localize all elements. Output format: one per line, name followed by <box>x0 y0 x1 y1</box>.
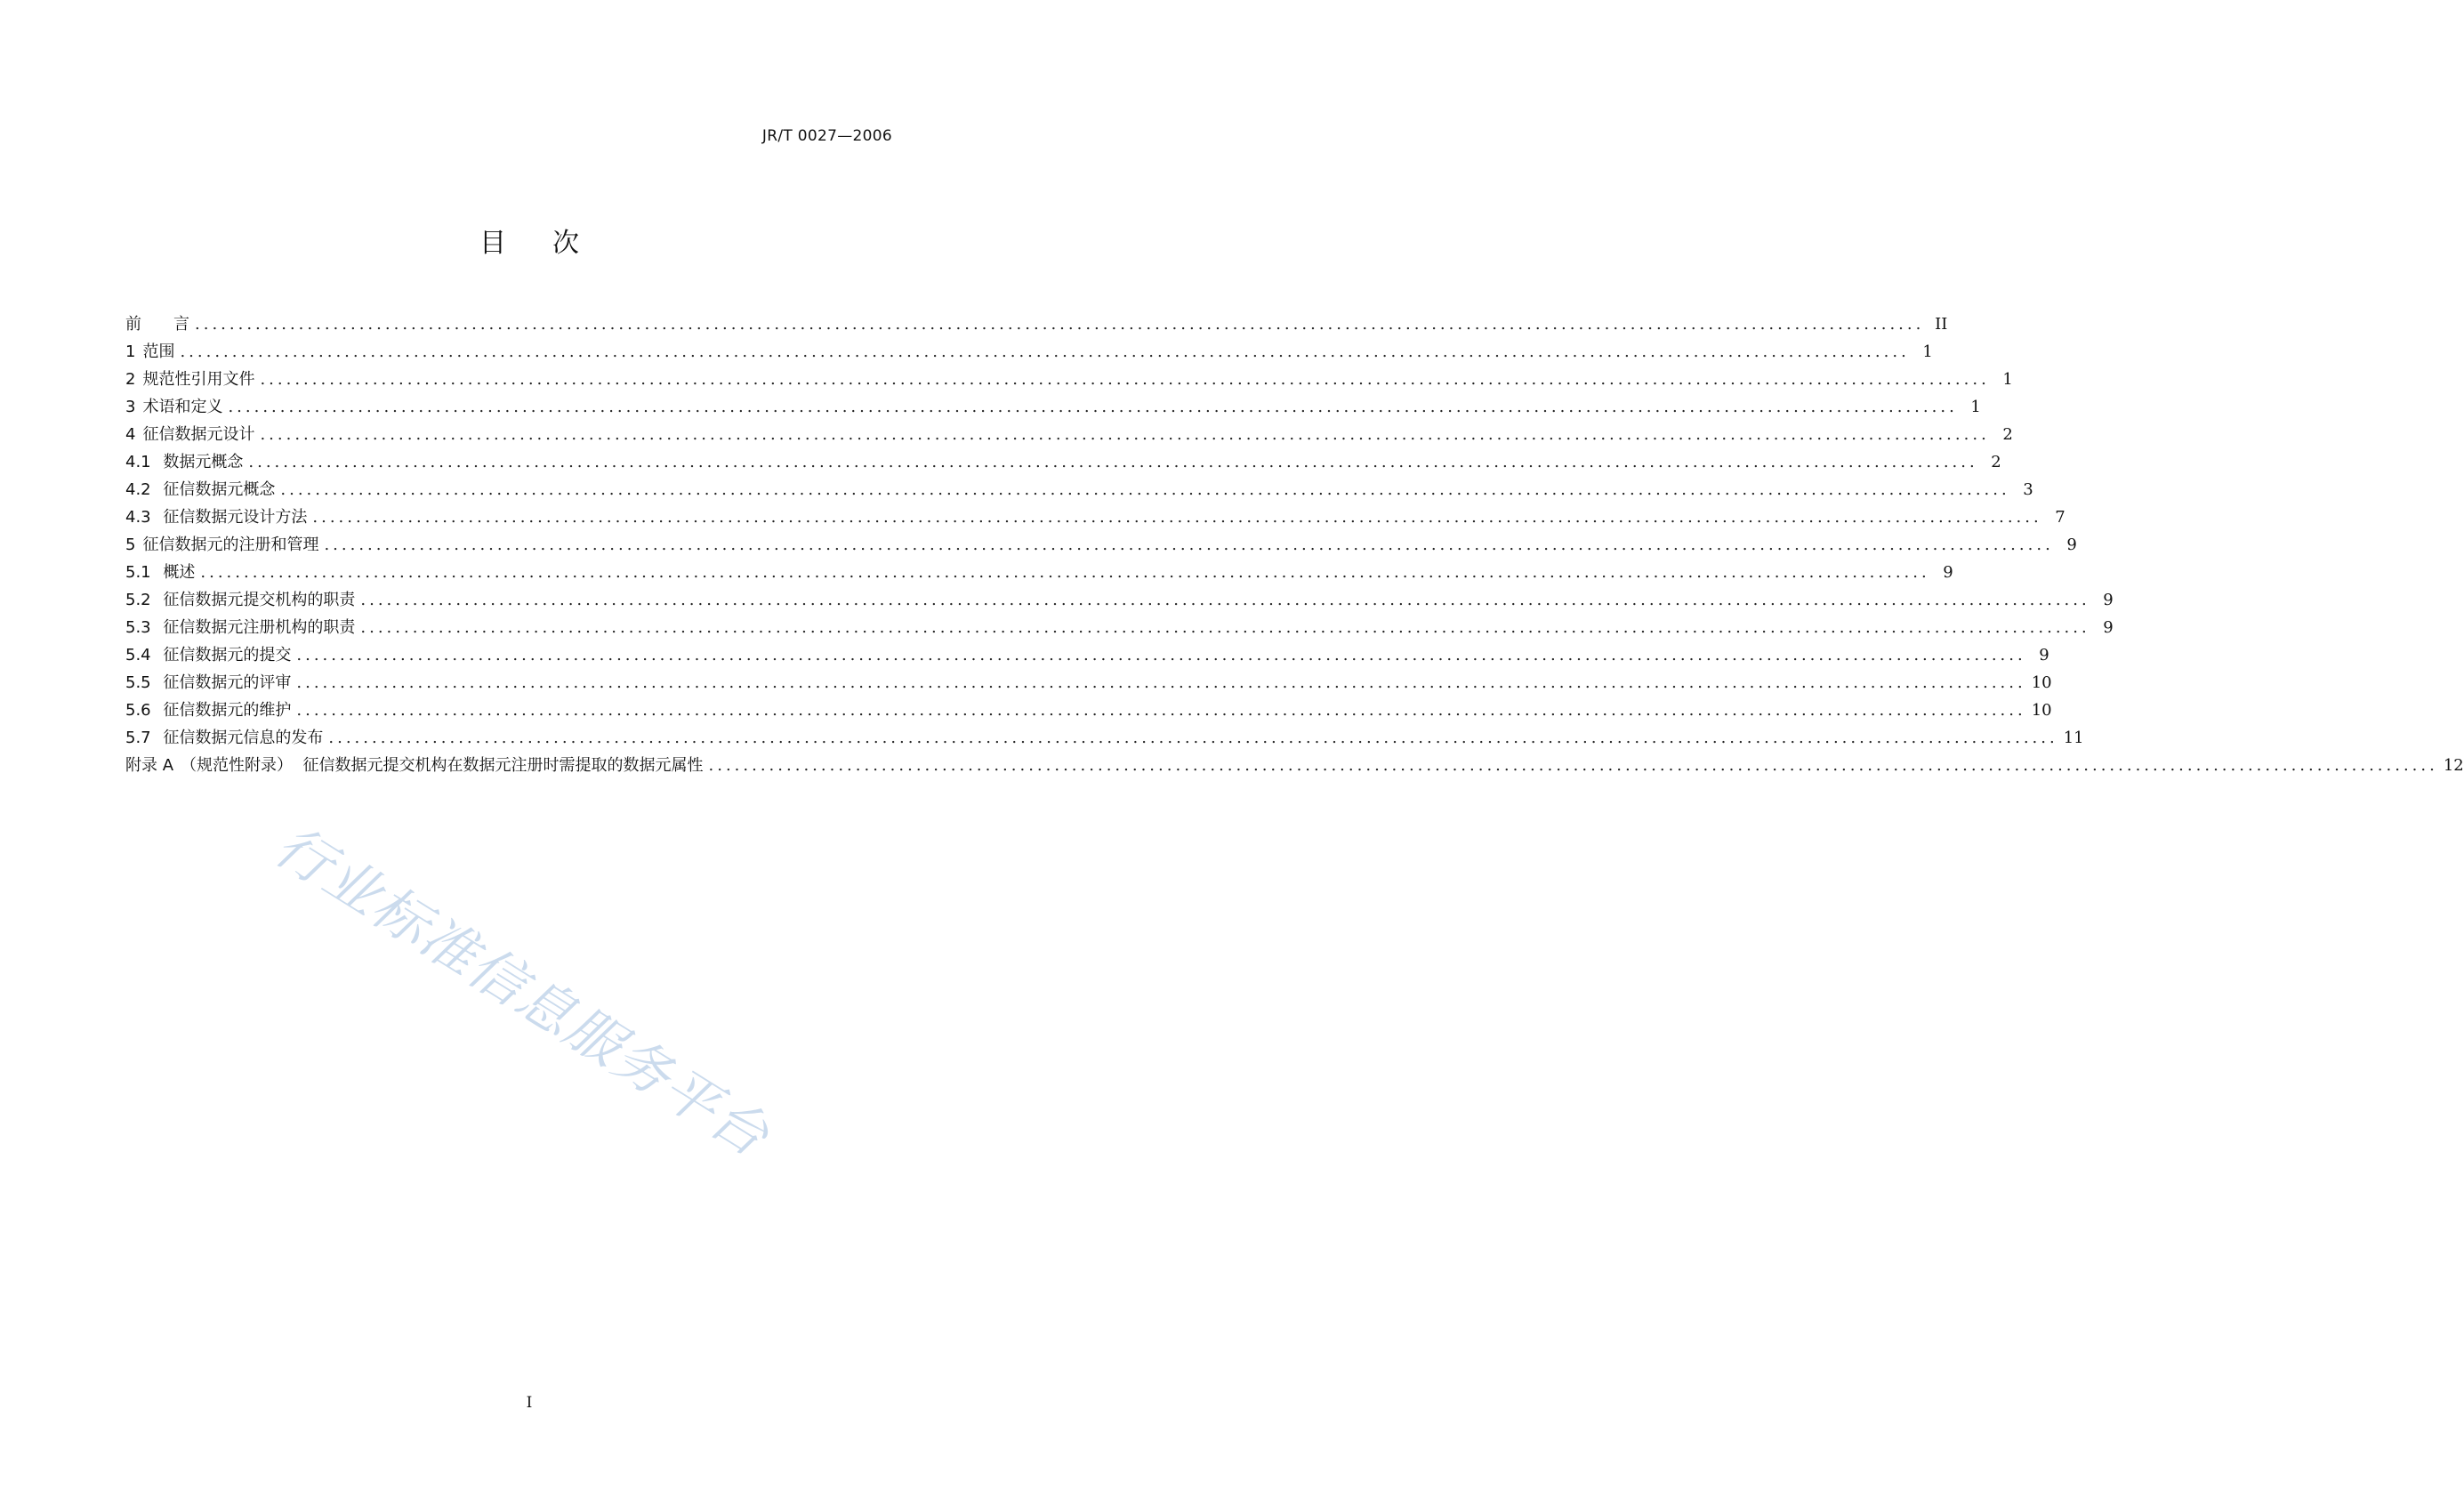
toc-leader-dots: ........................................................................................................................................................................................................ <box>180 342 1910 361</box>
toc-leader-dots: ........................................................................................................................................................................................................ <box>200 563 1930 582</box>
title-char-2: 次 <box>552 228 579 259</box>
toc-leader-dots: ........................................................................................................................................................................................................ <box>260 425 1990 444</box>
toc-entry[interactable] <box>125 366 2013 393</box>
toc-entry-number: 4.1 <box>125 453 151 471</box>
toc-entry-number: 2 <box>125 370 136 389</box>
toc-entry[interactable] <box>125 697 2052 724</box>
toc-entry-label: 征信数据元设计 <box>142 425 255 444</box>
toc-entry-page: 9 <box>1943 563 1953 582</box>
toc-entry-number: 5.2 <box>125 591 151 609</box>
toc-leader-dots: ........................................................................................................................................................................................................ <box>708 756 2438 775</box>
toc-entry-label: 征信数据元注册机构的职责 <box>157 618 356 637</box>
toc-leader-dots: ........................................................................................................................................................................................................ <box>195 315 1925 334</box>
toc-entry-label: 征信数据元的维护 <box>157 701 292 720</box>
toc-entry-number: 5.6 <box>125 701 151 720</box>
toc-entry-page: 3 <box>2023 480 2033 499</box>
toc-entry-page: 12 <box>2443 756 2464 775</box>
toc-leader-dots: ........................................................................................................................................................................................................ <box>324 536 2054 554</box>
toc-entry-number: 5.4 <box>125 646 151 664</box>
toc-entry-label: 征信数据元的注册和管理 <box>142 536 319 554</box>
toc-entry-page: 2 <box>2002 425 2013 444</box>
toc-entry-label: 规范性引用文件 <box>142 370 255 389</box>
toc-entry[interactable] <box>125 310 1948 338</box>
toc-entry-label: 概述 <box>157 563 196 582</box>
toc-entry-page: 9 <box>2103 618 2114 637</box>
toc-entry[interactable] <box>125 559 1953 586</box>
toc-leader-dots: ........................................................................................................................................................................................................ <box>296 646 2026 664</box>
toc-entry-label: 征信数据元提交机构的职责 <box>157 591 356 609</box>
toc-entry[interactable] <box>125 393 1981 421</box>
toc-entry-label: 征信数据元信息的发布 <box>157 729 324 747</box>
toc-leader-dots: ........................................................................................................................................................................................................ <box>296 673 2026 692</box>
toc-leader-dots: ........................................................................................................................................................................................................ <box>328 729 2058 747</box>
toc-entry-number: 1 <box>125 342 136 361</box>
toc-entry-page: 9 <box>2039 646 2049 664</box>
toc-entry[interactable] <box>125 503 2065 531</box>
toc-leader-dots: ........................................................................................................................................................................................................ <box>360 618 2090 637</box>
toc-entry[interactable] <box>125 338 1933 366</box>
toc-entry-number: 5.3 <box>125 618 151 637</box>
toc-entry-number: 4 <box>125 425 136 444</box>
toc-entry-page: 9 <box>2066 536 2077 554</box>
toc-entry-label: 范围 <box>142 342 175 361</box>
toc-leader-dots: ........................................................................................................................................................................................................ <box>260 370 1990 389</box>
toc-entry[interactable] <box>125 669 2052 697</box>
toc-entry-label: 术语和定义 <box>142 398 223 416</box>
toc-entry-page: II <box>1935 315 1948 334</box>
toc-entry[interactable] <box>125 586 2114 614</box>
toc-entry-number: 5.7 <box>125 729 151 747</box>
toc-leader-dots: ........................................................................................................................................................................................................ <box>280 480 2010 499</box>
toc-entry-label: 征信数据元概念 <box>157 480 276 499</box>
toc-entry-label: 征信数据元设计方法 <box>157 508 308 527</box>
toc-entry[interactable] <box>125 752 2464 779</box>
toc-entry-page: 1 <box>2002 370 2013 389</box>
toc-entry-number: 5 <box>125 536 136 554</box>
toc-entry-page: 2 <box>1991 453 2001 471</box>
standard-code: JR/T 0027—2006 <box>761 127 892 145</box>
toc-entry-page: 7 <box>2055 508 2065 527</box>
toc-leader-dots: ........................................................................................................................................................................................................ <box>312 508 2042 527</box>
toc-entry-label: （规范性附录） 征信数据元提交机构在数据元注册时需提取的数据元属性 <box>181 756 704 775</box>
toc-entry[interactable] <box>125 614 2114 641</box>
toc-entry-page: 9 <box>2103 591 2114 609</box>
toc-entry-page: 10 <box>2031 673 2052 692</box>
toc-entry-page: 1 <box>1922 342 1933 361</box>
toc-entry-number: 附录 A <box>125 756 174 775</box>
toc-entry-page: 11 <box>2063 729 2084 747</box>
toc-entry-label: 征信数据元的评审 <box>157 673 292 692</box>
toc-entry-number: 5.1 <box>125 563 151 582</box>
toc-entry-number: 3 <box>125 398 136 416</box>
toc-entry-label: 数据元概念 <box>157 453 244 471</box>
toc-leader-dots: ........................................................................................................................................................................................................ <box>228 398 1958 416</box>
toc-entry[interactable] <box>125 531 2077 559</box>
toc-entry[interactable] <box>125 724 2084 752</box>
page-title <box>0 221 1059 260</box>
toc-entry-label: 前 言 <box>125 315 189 334</box>
toc-entry-number: 4.3 <box>125 508 151 527</box>
toc-leader-dots: ........................................................................................................................................................................................................ <box>360 591 2090 609</box>
page-number: I <box>526 1394 533 1412</box>
toc-entry-page: 1 <box>1970 398 1981 416</box>
title-char-1: 目 <box>479 228 506 259</box>
toc-leader-dots: ........................................................................................................................................................................................................ <box>248 453 1978 471</box>
toc-entry[interactable] <box>125 476 2033 503</box>
toc-entry-number: 5.5 <box>125 673 151 692</box>
toc-entry-label: 征信数据元的提交 <box>157 646 292 664</box>
toc-leader-dots: ........................................................................................................................................................................................................ <box>296 701 2026 720</box>
toc-entry[interactable] <box>125 448 2001 476</box>
toc-entry-page: 10 <box>2031 701 2052 720</box>
table-of-contents <box>125 310 2464 779</box>
watermark: 行业标准信息服务平台 <box>263 812 782 1170</box>
toc-entry[interactable] <box>125 641 2049 669</box>
toc-entry-number: 4.2 <box>125 480 151 499</box>
toc-entry[interactable] <box>125 421 2013 448</box>
